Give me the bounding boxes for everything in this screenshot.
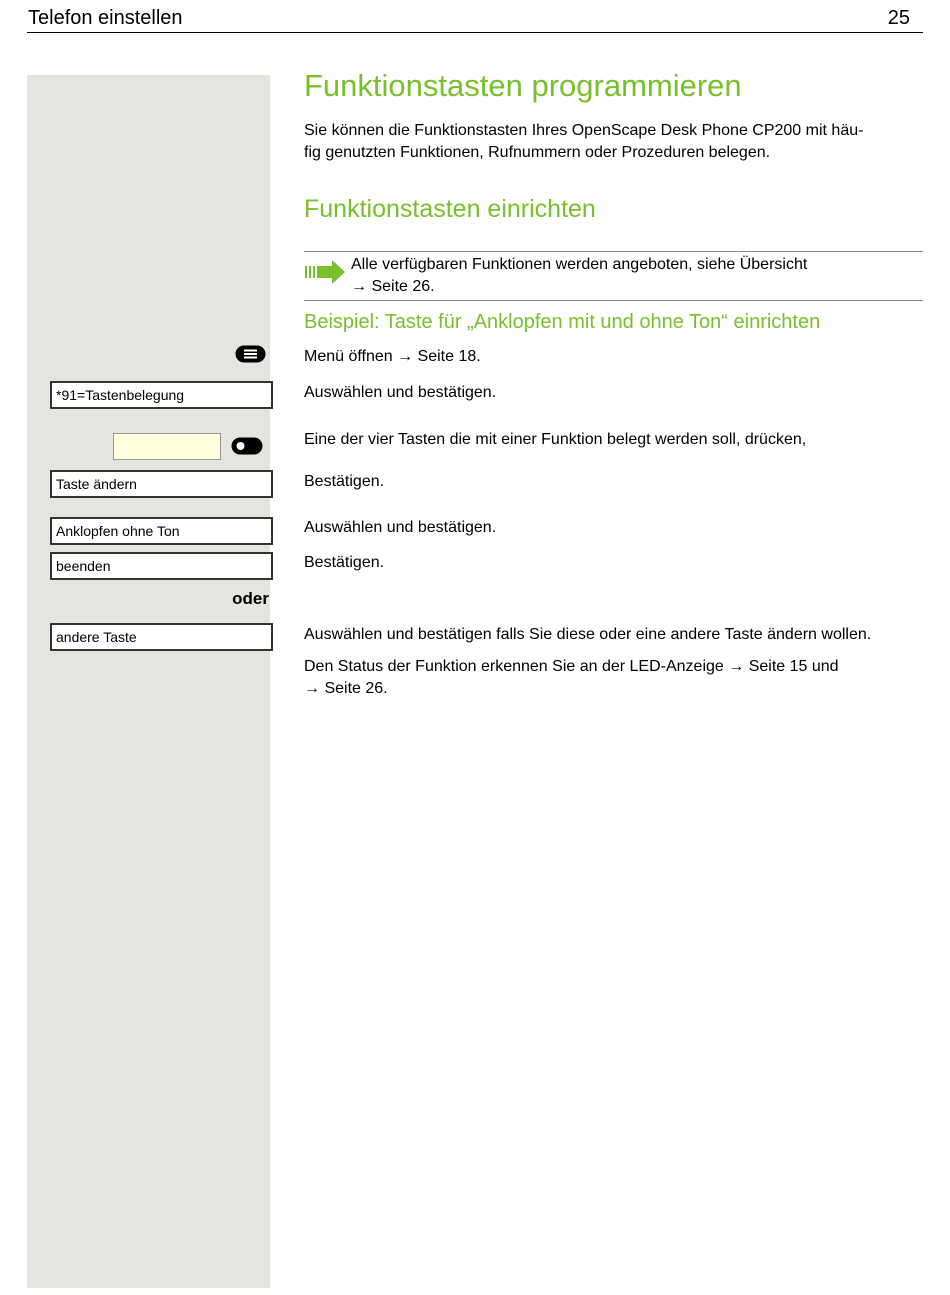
main-heading: Funktionstasten programmieren (304, 68, 742, 103)
note-text (351, 254, 911, 298)
display-key-beenden[interactable]: beenden (50, 552, 273, 580)
step-confirm-2: Bestätigen. (304, 554, 385, 571)
step-confirm-1: Bestätigen. (304, 473, 385, 490)
example-heading: Beispiel: Taste für „Anklopfen mit und ohne Ton“ einrichten (304, 311, 821, 333)
intro-line-1: Sie können die Funktionstasten Ihres OpenScape Desk Phone CP200 mit häu- (304, 122, 864, 139)
header-divider (27, 32, 923, 33)
header-title: Telefon einstellen (28, 7, 183, 29)
note-arrow-icon (304, 258, 346, 286)
step-select-2: Auswählen und bestätigen. (304, 519, 497, 536)
display-key-taste-aendern[interactable]: Taste ändern (50, 470, 273, 498)
intro-paragraph (304, 120, 924, 164)
menu-key-icon[interactable] (235, 345, 266, 363)
status-line-2: → Seite 26. (304, 680, 388, 697)
step-other-key: Auswählen und bestätigen falls Sie diese oder eine andere Taste ändern wollen. (304, 626, 872, 643)
section-heading: Funktionstasten einrichten (304, 195, 596, 223)
status-line-1: Den Status der Funktion erkennen Sie an der LED-Anzeige → Seite 15 und (304, 658, 839, 675)
note-top-rule (304, 251, 923, 252)
note-line-2: → Seite 26. (351, 278, 435, 295)
status-paragraph (304, 656, 924, 700)
step-press-key: Eine der vier Tasten die mit einer Funktion belegt werden soll, drücken, (304, 431, 807, 448)
toggle-key-icon[interactable] (231, 437, 263, 455)
note-line-1: Alle verfügbaren Funktionen werden angeboten, siehe Übersicht (351, 256, 808, 273)
step-select-1: Auswählen und bestätigen. (304, 384, 497, 401)
display-key-tastenbelegung[interactable]: *91=Tastenbelegung (50, 381, 273, 409)
phone-display (113, 433, 221, 460)
display-key-andere-taste[interactable]: andere Taste (50, 623, 273, 651)
display-key-anklopfen[interactable]: Anklopfen ohne Ton (50, 517, 273, 545)
sidebar-panel (27, 75, 270, 1288)
intro-line-2: fig genutzten Funktionen, Rufnummern oder Prozeduren belegen. (304, 144, 771, 161)
step-menu-open: Menü öffnen → Seite 18. (304, 348, 481, 365)
page-number: 25 (887, 7, 910, 29)
note-bottom-rule (304, 300, 923, 301)
oder-label: oder (232, 589, 269, 608)
